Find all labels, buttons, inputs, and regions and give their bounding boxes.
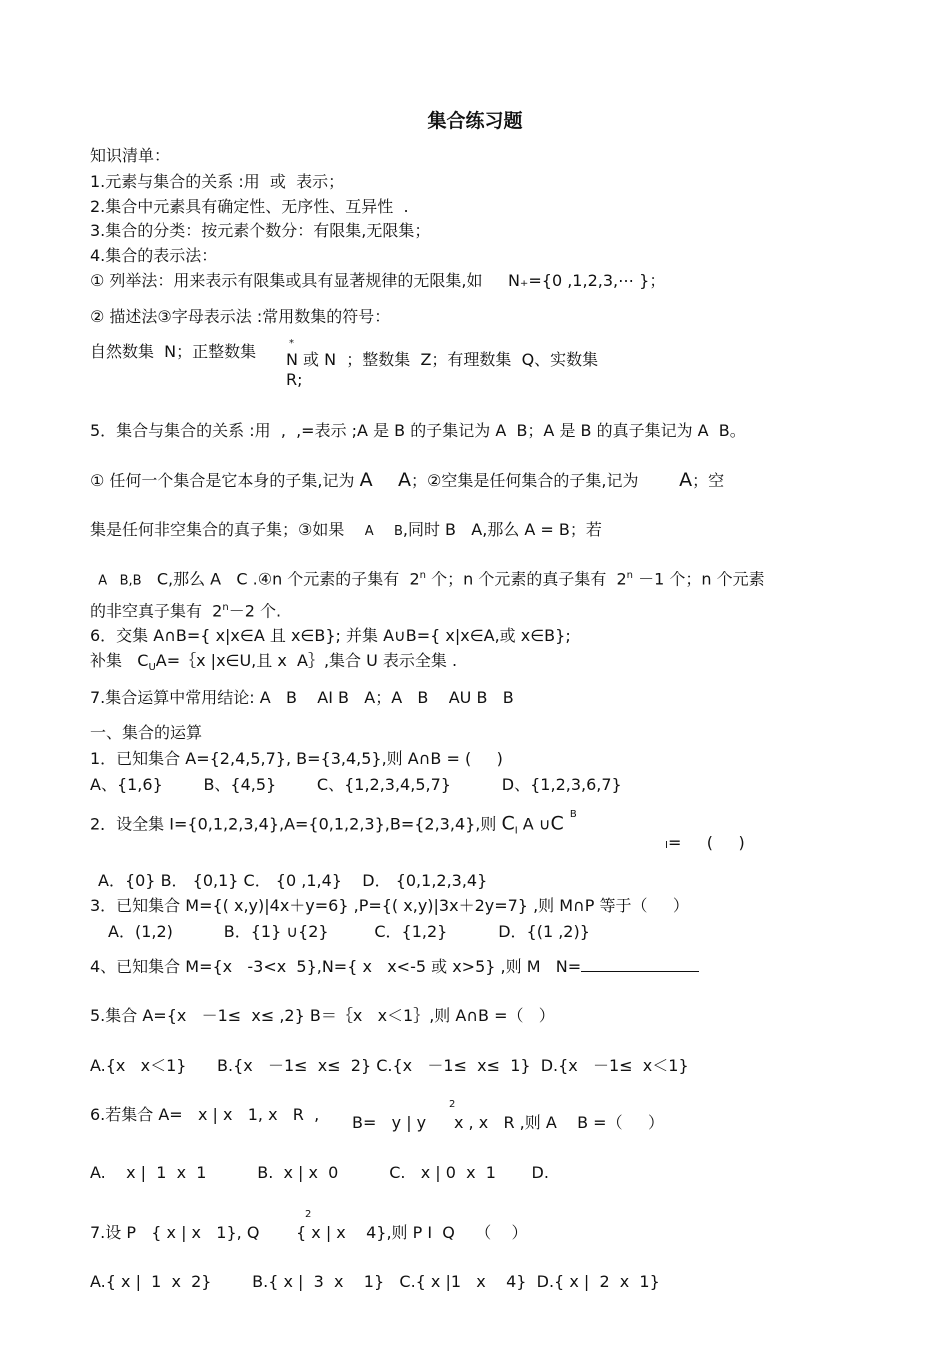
- q2-a: 2．设全集 I={0,1,2,3,4},A={0,1,2,3},B={2,3,4},则: [90, 814, 502, 834]
- knowledge-line-12: [90, 598, 281, 621]
- l10-b: A: [364, 524, 374, 539]
- q4-text: 4、已知集合 M={x -3<x 5},N={ x x<-5 或 x>5} ,则 M N=: [90, 957, 582, 976]
- knowledge-line-1: 1.元素与集合的关系 :用 或 表示；: [90, 172, 345, 191]
- question-7a: 7.设 P { x | x 1}, Q: [90, 1223, 270, 1242]
- q2-I1: I: [514, 825, 518, 837]
- l12-a: 的非空真子集有 2: [90, 601, 223, 621]
- q2-C1: C: [501, 812, 515, 835]
- q2-b: A ∪: [517, 814, 551, 834]
- l10-a: 集是任何非空集合的真子集；③如果: [90, 520, 345, 539]
- knowledge-line-7-star: *: [289, 338, 294, 349]
- l9-c: ；空: [692, 471, 725, 490]
- knowledge-line-2: 2.集合中元素具有确定性、无序性、互异性 .: [90, 197, 409, 216]
- l11-e: －1 个；n 个元素: [633, 569, 765, 589]
- knowledge-line-5: ① 列举法：用来表示有限集或具有显著规律的无限集,如 N₊={0 ,1,2,3,⋯ }；: [90, 271, 666, 290]
- question-2: [90, 809, 577, 842]
- question-7-options: A.{ x | 1 x 2} B.{ x | 3 x 1} C.{ x |1 x 4} D.{ x | 2 x 1}: [90, 1272, 660, 1291]
- question-6b: B= y | y: [352, 1113, 427, 1132]
- l9-a: ① 任何一个集合是它本身的子集,记为: [90, 471, 360, 490]
- question-6a: 6.若集合 A= x | x 1, x R ,: [90, 1105, 320, 1124]
- question-1-options: A、{1,6} B、{4,5} C、{1,2,3,4,5,7} D、{1,2,3,6,7}: [90, 775, 622, 794]
- knowledge-line-10: [90, 520, 602, 542]
- l10-d: ,同时 B A,那么 A = B；若: [402, 520, 602, 539]
- l12-b: －2 个.: [228, 601, 282, 621]
- question-5: 5.集合 A={x －1≤ x≤ ,2} B＝｛x x＜1｝,则 A∩B =（ ）: [90, 1006, 555, 1025]
- l11-n2: n: [626, 570, 634, 581]
- question-6c: x , x R ,则 A B =（ ）: [454, 1113, 665, 1132]
- l11-a: A: [98, 573, 108, 589]
- l9-A1: A: [359, 469, 373, 491]
- knowledge-line-15: 7.集合运算中常用结论: A B AI B A；A B AU B B: [90, 688, 514, 707]
- knowledge-line-7b: N 或 N ；整数集 Z；有理数集 Q、实数集: [286, 350, 599, 369]
- knowledge-line-8: 5．集合与集合的关系 :用 , ,=表示 ;A 是 B 的子集记为 A B；A 是 B 的真子集记为 A B。: [90, 421, 746, 440]
- knowledge-line-7c: R;: [286, 370, 303, 389]
- l11-n1: n: [419, 570, 426, 581]
- l11-d: 个；n 个元素的真子集有 2: [426, 569, 627, 589]
- knowledge-line-13: 6．交集 A∩B={ x|x∈A 且 x∈B}; 并集 A∪B={ x|x∈A,或 x∈B};: [90, 626, 571, 645]
- question-3-options: A．(1,2) B．{1} ∪{2} C．{1,2} D．{(1 ,2)}: [108, 922, 590, 941]
- question-6-options: A. x | 1 x 1 B. x | x 0 C. x | 0 x 1 D.: [90, 1163, 549, 1182]
- knowledge-line-9: [90, 470, 724, 491]
- l14-u: U: [148, 662, 156, 674]
- l12-n: n: [222, 602, 229, 613]
- question-3: 3．已知集合 M={( x,y)|4x＋y=6} ,P={( x,y)|3x＋2y=7} ,则 M∩P 等于（ ）: [90, 896, 689, 915]
- knowledge-line-3: 3.集合的分类：按元素个数分：有限集,无限集；: [90, 221, 431, 240]
- l14-b: A=｛x |x∈U,且 x A｝,集合 U 表示全集 .: [155, 651, 458, 670]
- page-title: 集合练习题: [427, 110, 523, 132]
- l9-A3: A: [679, 469, 693, 491]
- knowledge-line-6: ② 描述法③字母表示法 :常用数集的符号：: [90, 307, 391, 326]
- q2-B: B: [569, 809, 577, 820]
- knowledge-heading: 知识清单：: [90, 146, 171, 165]
- q2-c: = ( ): [667, 833, 745, 852]
- knowledge-line-11: [90, 566, 765, 591]
- q4-answer-blank[interactable]: [581, 957, 699, 972]
- q2-C2: C: [550, 812, 564, 835]
- q2-I2: I: [665, 840, 668, 851]
- question-6-square: 2: [449, 1099, 456, 1110]
- question-4: [90, 957, 699, 977]
- knowledge-line-7a: 自然数集 N；正整数集: [90, 342, 257, 361]
- l9-A2: A: [398, 469, 412, 491]
- l11-c: C,那么 A C .④n 个元素的子集有 2: [156, 569, 420, 589]
- l9-b: ；②空集是任何集合的子集,记为: [411, 471, 639, 490]
- question-7-square: 2: [305, 1209, 312, 1220]
- question-1: 1．已知集合 A={2,4,5,7}, B={3,4,5},则 A∩B = ( ): [90, 749, 503, 768]
- question-2-tail: [665, 833, 745, 856]
- knowledge-line-4: 4.集合的表示法：: [90, 246, 218, 265]
- question-2-options: A．{0} B． {0,1} C． {0 ,1,4} D． {0,1,2,3,4}: [98, 871, 488, 890]
- knowledge-line-14: [90, 651, 457, 678]
- question-7b: { x | x 4},则 P I Q （ ）: [296, 1223, 528, 1242]
- l11-b: B,B: [119, 573, 142, 589]
- question-5-options: A.{x x＜1} B.{x －1≤ x≤ 2} C.{x －1≤ x≤ 1} D.{x －1≤ x＜1}: [90, 1056, 689, 1075]
- l14-a: 补集 C: [90, 651, 149, 670]
- l10-c: B: [393, 524, 403, 539]
- section-heading: 一、集合的运算: [90, 723, 203, 742]
